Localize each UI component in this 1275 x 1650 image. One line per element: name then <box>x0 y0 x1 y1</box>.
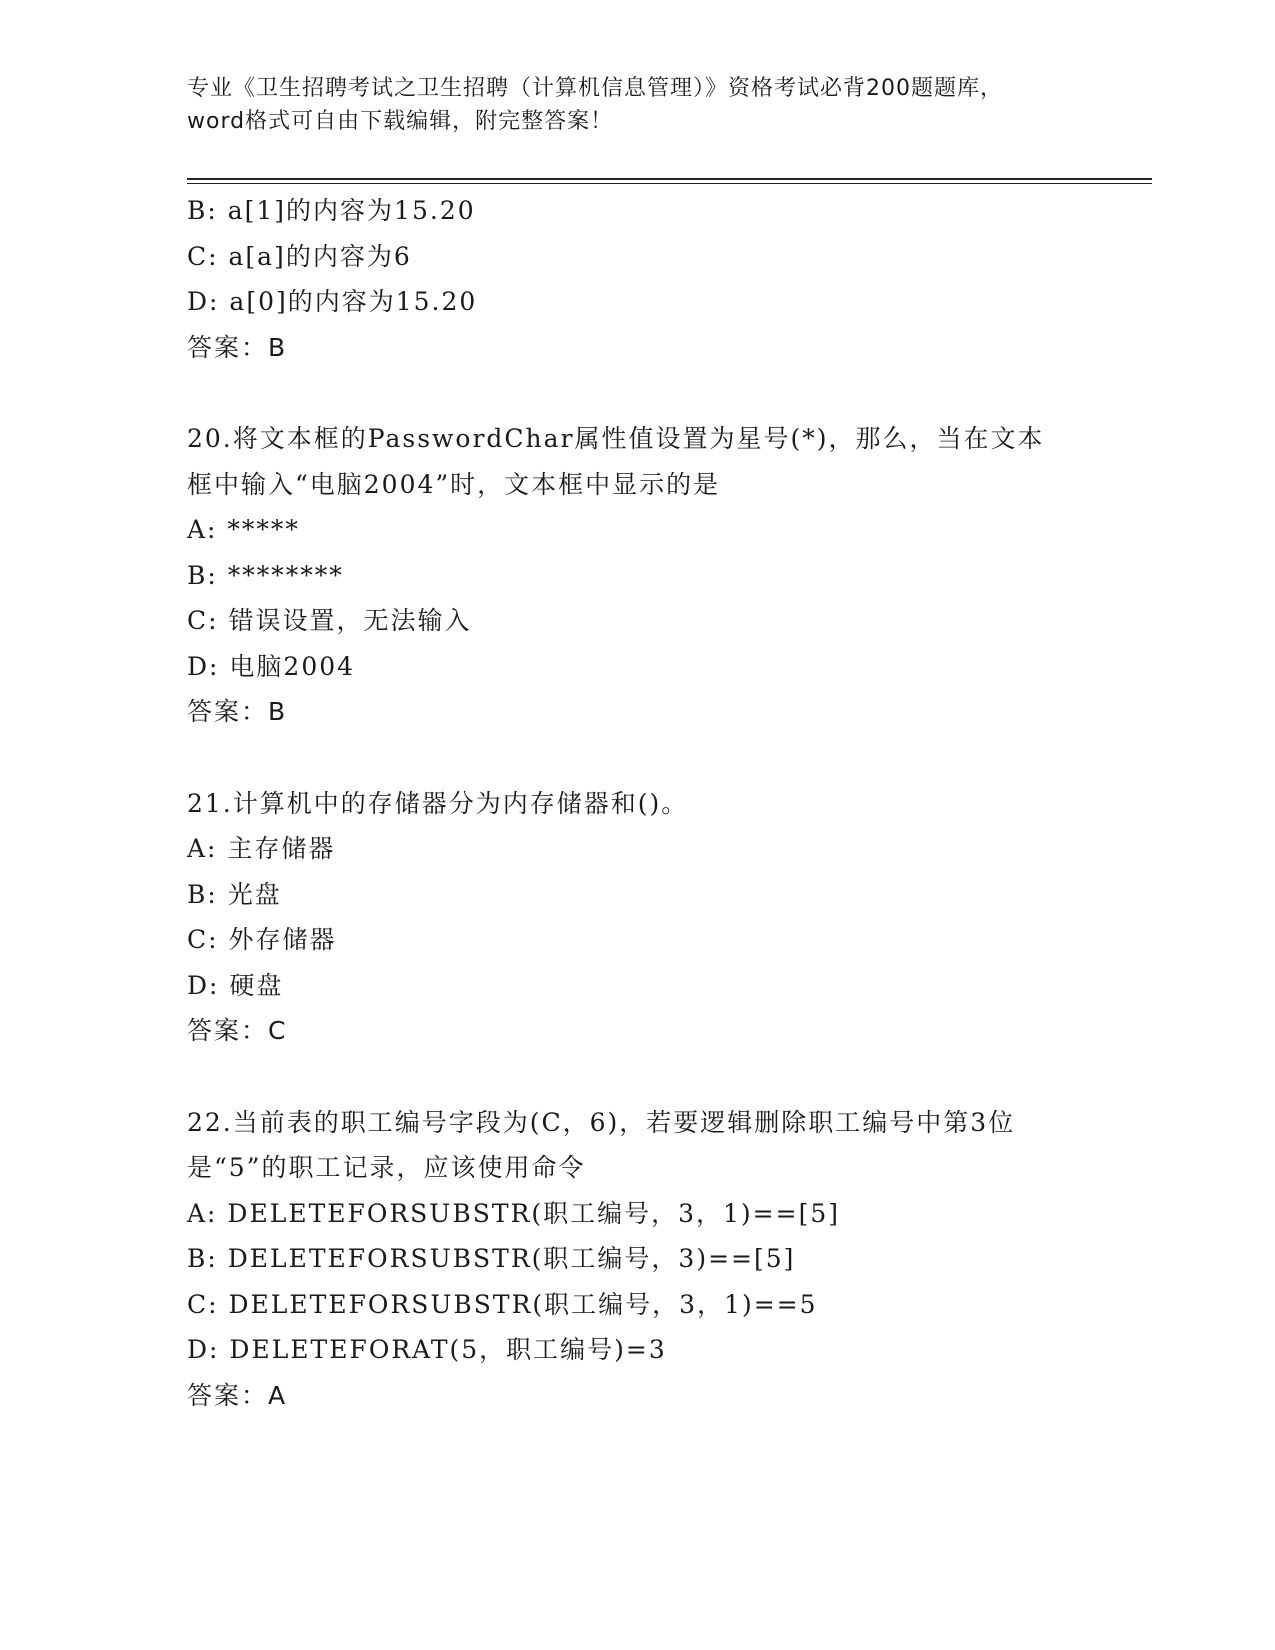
option-b: B: DELETEFORSUBSTR(职工编号，3)==[5] <box>187 1244 796 1273</box>
option-b: B: a[1]的内容为15.20 <box>187 196 476 225</box>
option-a: A: DELETEFORSUBSTR(职工编号，3，1)==[5] <box>187 1198 840 1228</box>
option-d: D: DELETEFORAT(5，职工编号)=3 <box>187 1335 667 1364</box>
header-line-2: word格式可自由下载编辑，附完整答案！ <box>187 109 614 134</box>
question-21 <box>187 781 1087 1054</box>
answer-line: 答案：A <box>187 1380 288 1410</box>
spacer <box>187 1054 1087 1100</box>
option-c: C: DELETEFORSUBSTR(职工编号，3，1)==5 <box>187 1289 818 1319</box>
question-stem-line-2: 是“5”的职工记录，应该使用命令 <box>187 1153 586 1182</box>
option-a: A: ***** <box>187 515 300 544</box>
question-20 <box>187 416 1087 735</box>
spacer <box>187 735 1087 781</box>
document-header <box>187 72 1087 138</box>
question-stem-line-1: 21.计算机中的存储器分为内存储器和()。 <box>187 788 689 818</box>
option-b: B: ******** <box>187 560 344 590</box>
question-stem-line-2: 框中输入“电脑2004”时，文本框中显示的是 <box>187 469 721 499</box>
question-list <box>187 188 1087 1418</box>
option-c: C: 错误设置，无法输入 <box>187 606 472 635</box>
question-19-tail <box>187 188 1087 370</box>
option-c: C: 外存储器 <box>187 925 337 954</box>
question-stem-line-1: 20.将文本框的PasswordChar属性值设置为星号(*)，那么，当在文本 <box>187 424 1045 453</box>
header-line-1: 专业《卫生招聘考试之卫生招聘（计算机信息管理）》资格考试必背200题题库， <box>187 76 1003 101</box>
option-d: D: 电脑2004 <box>187 651 356 681</box>
option-a: A: 主存储器 <box>187 834 336 863</box>
option-c: C: a[a]的内容为6 <box>187 241 412 271</box>
answer-line: 答案：C <box>187 1016 288 1045</box>
question-stem-line-1: 22.当前表的职工编号字段为(C，6)，若要逻辑删除职工编号中第3位 <box>187 1107 1016 1137</box>
spacer <box>187 370 1087 416</box>
option-d: D: a[0]的内容为15.20 <box>187 287 478 316</box>
header-divider-thick <box>187 178 1152 180</box>
option-d: D: 硬盘 <box>187 970 284 1000</box>
header-divider-thin <box>187 183 1152 184</box>
answer-line: 答案：B <box>187 697 288 726</box>
answer-line: 答案：B <box>187 332 288 362</box>
option-b: B: 光盘 <box>187 879 282 909</box>
question-22 <box>187 1100 1087 1419</box>
